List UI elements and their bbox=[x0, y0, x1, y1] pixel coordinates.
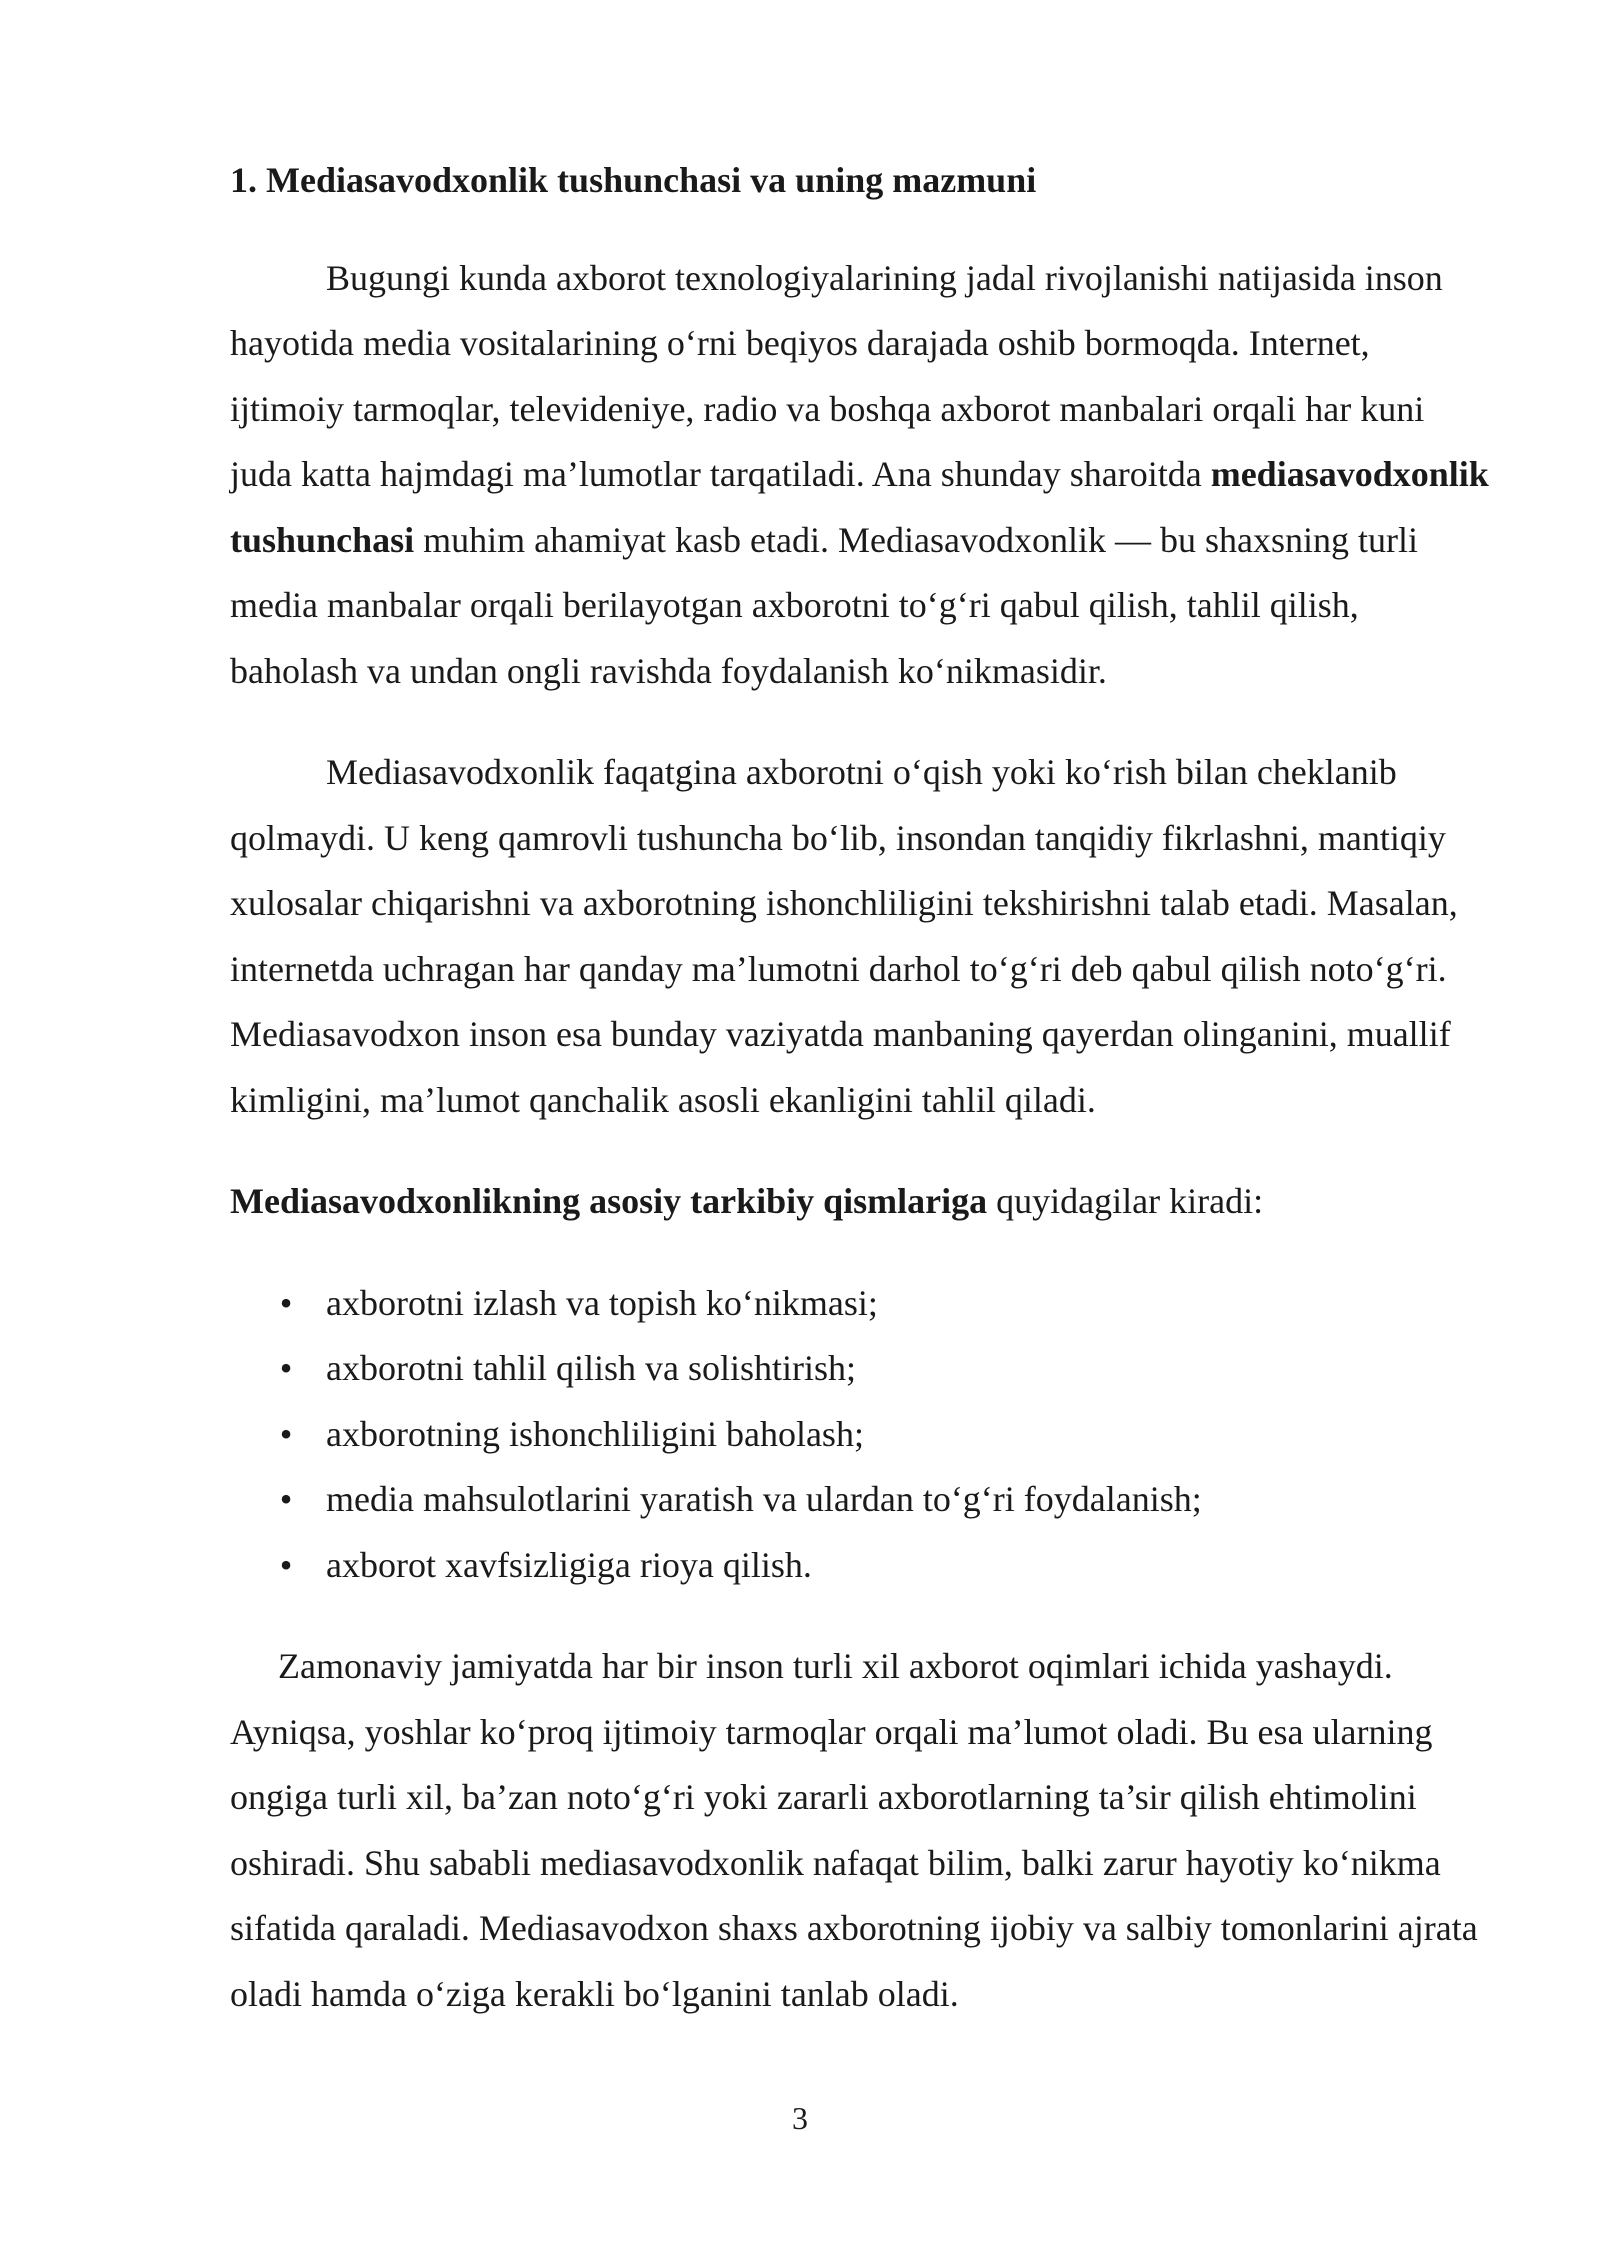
bullet-icon: • bbox=[279, 1282, 293, 1323]
paragraph-intro-text-2: muhim ahamiyat kasb etadi. Mediasavodxonlik — bu shaxsning turli media manbalar orqali berilayotgan axborotni to‘g‘ri qabul qilish, tahlil qilish, baholash va undan ongli ravishda foydalanish ko‘nikmasidir. bbox=[230, 519, 1418, 691]
list-item bbox=[230, 1336, 1492, 1402]
list-intro-rest: quyidagilar kiradi: bbox=[987, 1181, 1264, 1221]
bullet-icon: • bbox=[279, 1413, 293, 1454]
list-item bbox=[230, 1402, 1492, 1468]
list-item bbox=[230, 1467, 1492, 1533]
list-item-text: media mahsulotlarini yaratish va ulardan to‘g‘ri foydalanish; bbox=[326, 1479, 1202, 1519]
components-list bbox=[230, 1271, 1492, 1599]
paragraph-modern-society: Zamonaviy jamiyatda har bir inson turli xil axborot oqimlari ichida yashaydi. Ayniqsa, yoshlar ko‘proq ijtimoiy tarmoqlar orqali ma’lumot oladi. Bu esa ularning ongiga turli xil, ba’zan noto‘g‘ri yoki zararli axborotlarning ta’sir qilish ehtimolini oshiradi. Shu sababli mediasavodxonlik nafaqat bilim, balki zarur hayotiy ko‘nikma sifatida qaraladi. Mediasavodxon shaxs axborotning ijobiy va salbiy tomonlarini ajrata oladi hamda o‘ziga kerakli bo‘lganini tanlab oladi. bbox=[230, 1646, 1478, 2014]
bullet-icon: • bbox=[279, 1348, 293, 1388]
document-page bbox=[230, 148, 1492, 2063]
list-intro bbox=[230, 1169, 1492, 1235]
list-intro-bold: Mediasavodxonlikning asosiy tarkibiy qismlariga bbox=[230, 1181, 988, 1221]
page-number: 3 bbox=[792, 2100, 808, 2136]
bullet-icon: • bbox=[279, 1544, 293, 1585]
paragraph-intro-bold-term: mediasavodxonlik tushunchasi bbox=[230, 454, 1489, 560]
list-item bbox=[230, 1533, 1492, 1599]
list-item-text: axborotning ishonchliligini baholash; bbox=[326, 1413, 864, 1454]
list-item-text: axborotni izlash va topish ko‘nikmasi; bbox=[326, 1282, 878, 1323]
list-item-text: axborotni tahlil qilish va solishtirish; bbox=[326, 1348, 856, 1388]
list-item-text: axborot xavfsizligiga rioya qilish. bbox=[326, 1544, 812, 1585]
paragraph-intro-text-1: Bugungi kunda axborot texnologiyalarining jadal rivojlanishi natijasida inson hayotida media vositalarining o‘rni beqiyos darajada oshib bormoqda. Internet, ijtimoiy tarmoqlar, televideniye, radio va boshqa axborot manbalari orqali har kuni juda katta hajmdagi ma’lumotlar tarqatiladi. Ana shunday sharoitda bbox=[230, 257, 1443, 494]
section-heading: 1. Mediasavodxonlik tushunchasi va uning mazmuni bbox=[230, 160, 1037, 200]
list-item bbox=[230, 1271, 1492, 1337]
paragraph-critical-thinking: Mediasavodxonlik faqatgina axborotni o‘qish yoki ko‘rish bilan cheklanib qolmaydi. U keng qamrovli tushuncha bo‘lib, insondan tanqidiy fikrlashni, mantiqiy xulosalar chiqarishni va axborotning ishonchliligini tekshirishni talab etadi. Masalan, internetda uchragan har qanday ma’lumotni darhol to‘g‘ri deb qabul qilish noto‘g‘ri. Mediasavodxon inson esa bunday vaziyatda manbaning qayerdan olinganini, muallif kimligini, ma’lumot qanchalik asosli ekanligini tahlil qiladi. bbox=[230, 752, 1458, 1120]
bullet-icon: • bbox=[279, 1479, 293, 1519]
paragraph-intro bbox=[230, 246, 1492, 705]
